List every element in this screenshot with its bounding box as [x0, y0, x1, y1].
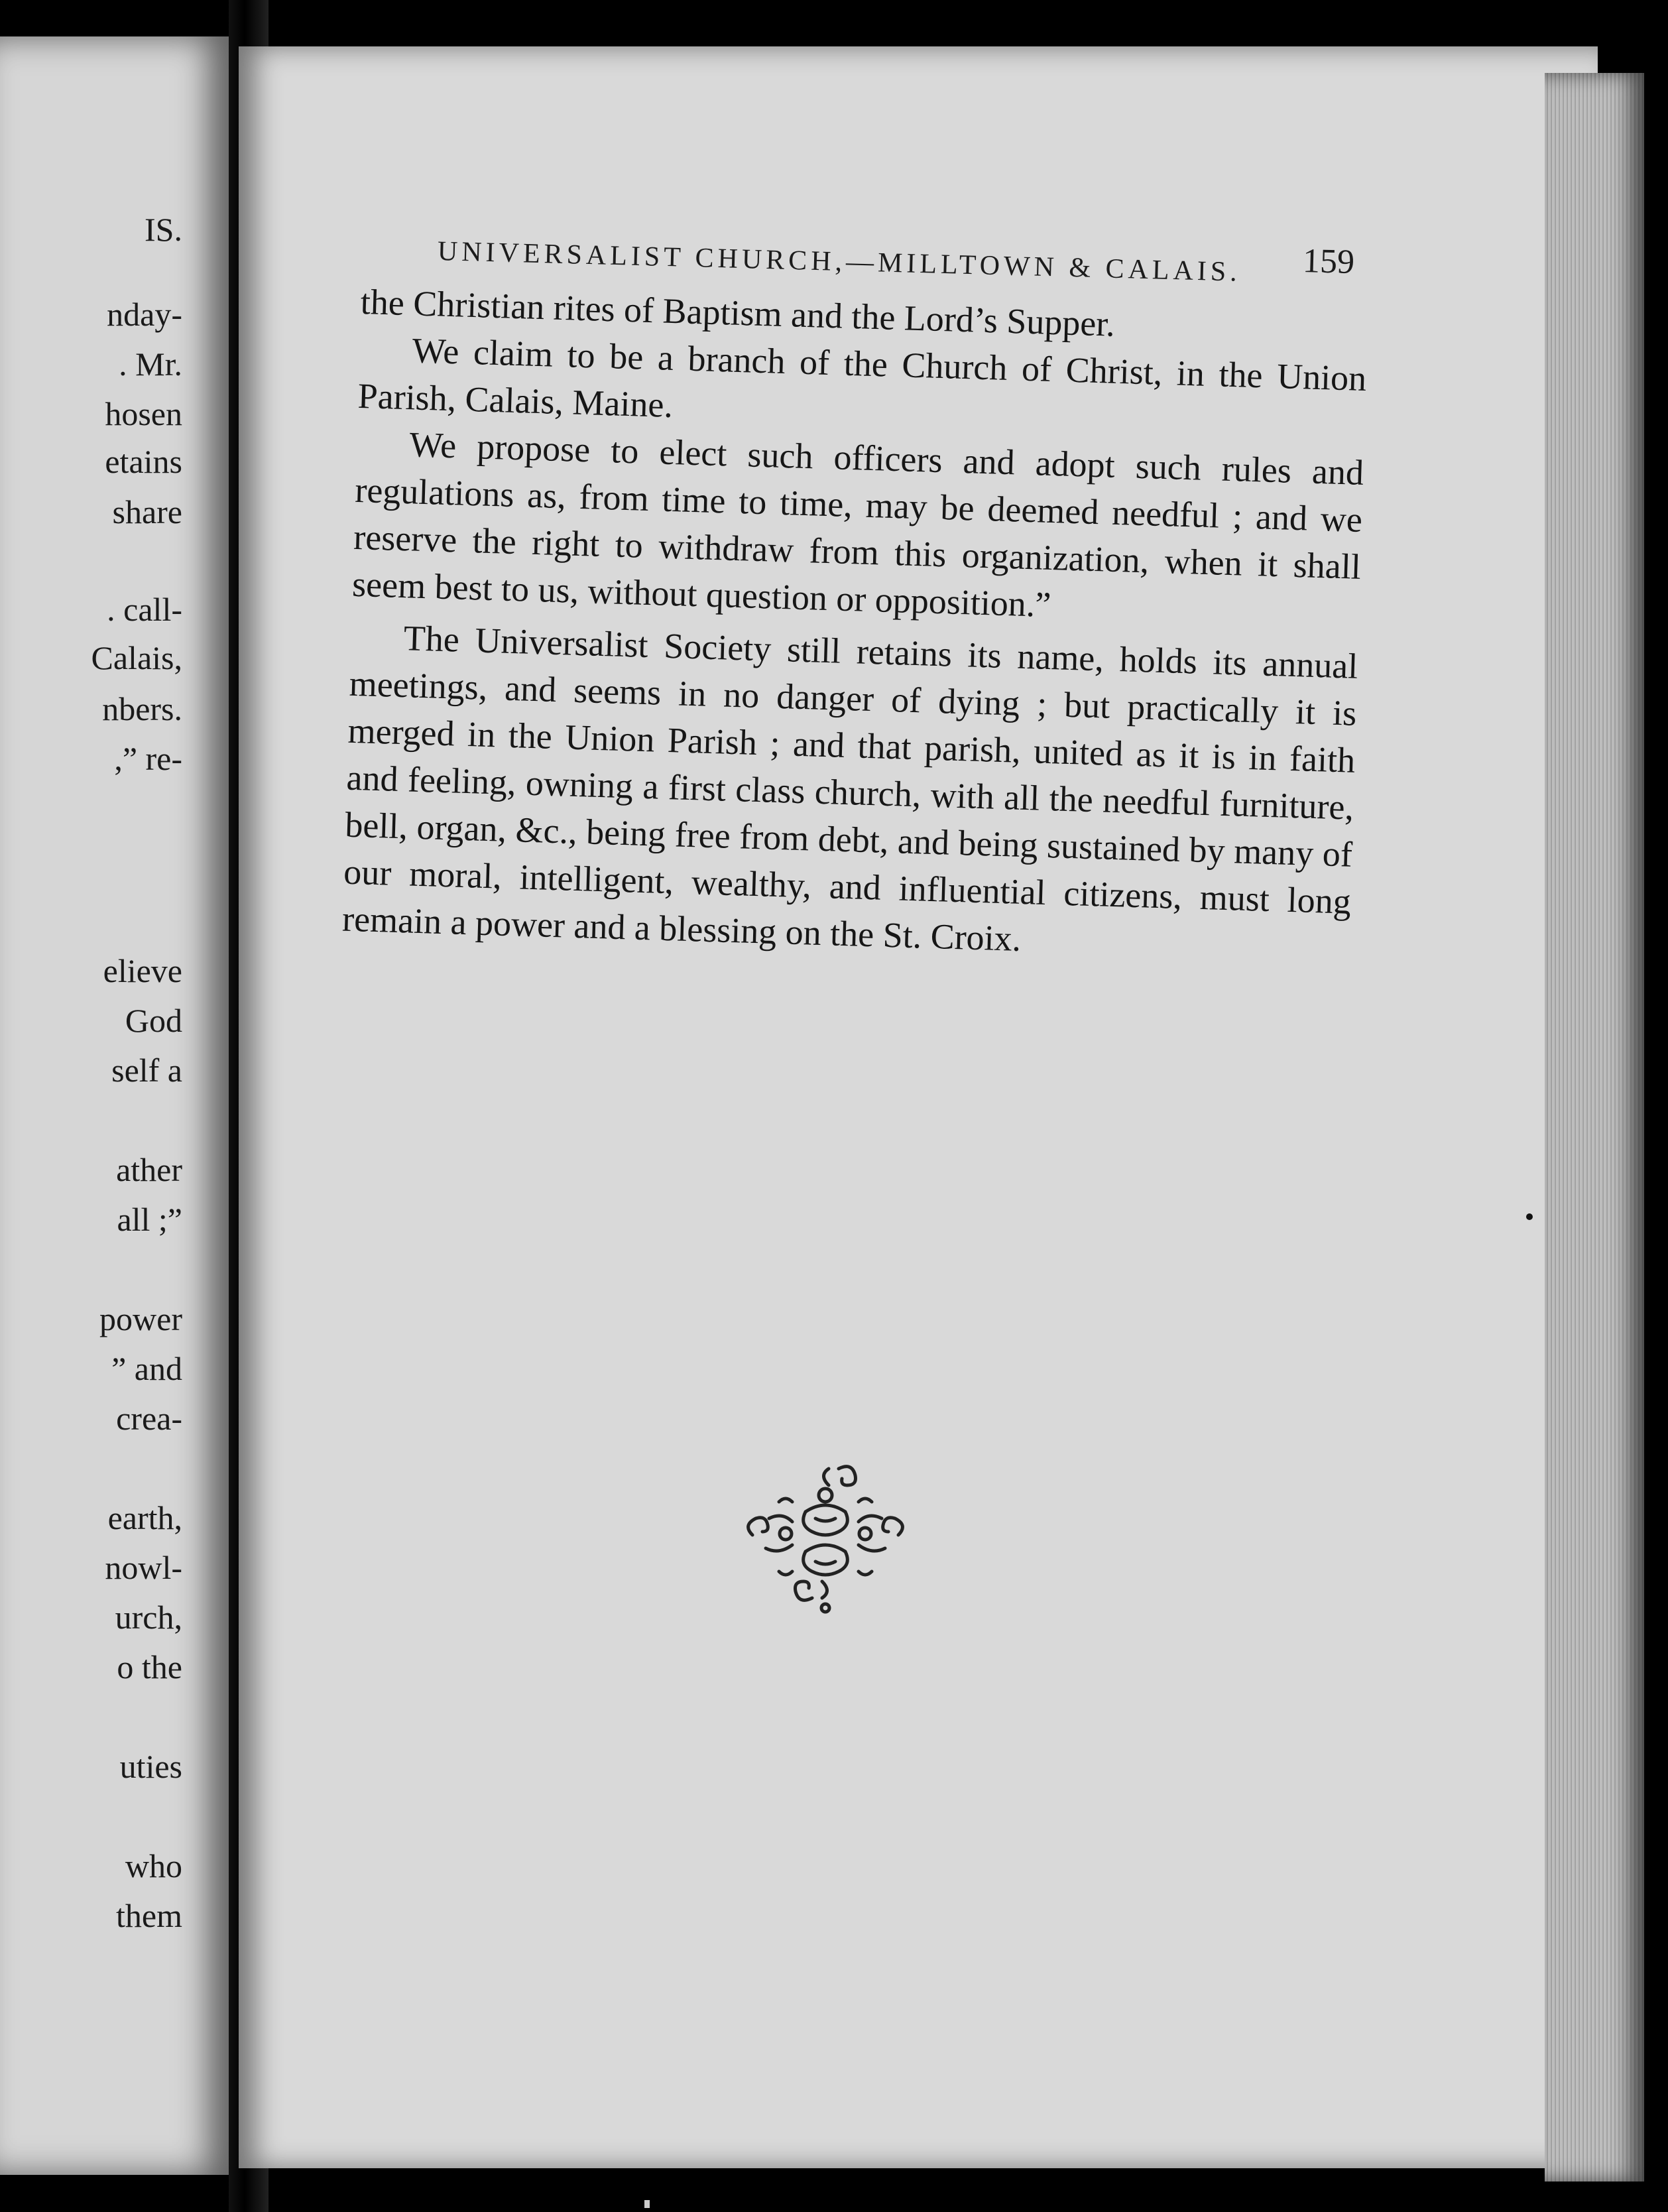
left-page-line: who [125, 1847, 182, 1884]
left-page-line: hosen [105, 395, 182, 432]
paragraph-2: We claim to be a branch of the Church of Christ, in the Union Parish, Calais, Maine. [357, 330, 1368, 426]
left-page-line: self a [111, 1052, 182, 1089]
left-page-line: God [125, 1002, 182, 1039]
left-page-line: share [112, 493, 182, 530]
left-page-line: IS. [145, 211, 182, 248]
left-page-line: earth, [107, 1499, 182, 1536]
bottom-mark [644, 2200, 650, 2208]
left-page-line: elieve [103, 952, 182, 989]
paragraph-3: We propose to elect such officers and adopt such rules and regulations as, from time to time, may be deemed needful ; and we reserve the right to withdraw from this organization, when it shall seem best to us, without question or opposition.” [351, 424, 1364, 625]
left-page-line: o the [117, 1648, 182, 1686]
left-page-line: urch, [115, 1599, 182, 1636]
left-page-line: . call- [107, 591, 182, 628]
left-page-line: . Mr. [119, 345, 182, 383]
left-page-line: nday- [107, 296, 182, 333]
left-page-line: ather [116, 1151, 182, 1188]
left-page-line: ,” re- [114, 740, 182, 777]
spine-mark [1526, 1213, 1533, 1220]
left-page-line: ” and [111, 1350, 182, 1387]
paragraph-4: The Universalist Society still retains its name, holds its annual meetings, and seems in no danger of dying ; but practically it is merged in the Union Parish ; and that parish, united as it is in faith and feeling, owning a first class church, with all the needful furniture, bell, organ, &c., being free from debt, and being sustained by many of our moral, intelligent, wealthy, and influential citizens, must long remain a power and a blessing on the St. Croix. [341, 618, 1359, 959]
page-edges [1545, 73, 1644, 2181]
left-page-line: all ;” [117, 1201, 182, 1238]
left-page-line: crea- [116, 1400, 182, 1437]
left-page-line: power [99, 1300, 182, 1337]
left-page-line: uties [119, 1748, 182, 1785]
left-page-line: etains [105, 443, 182, 480]
left-page-line: nbers. [102, 690, 182, 727]
left-facing-page [0, 36, 229, 2175]
left-page-line: nowl- [105, 1549, 182, 1586]
page-number: 159 [1302, 241, 1355, 282]
running-head: UNIVERSALIST CHURCH,—MILLTOWN & CALAIS. [437, 236, 1242, 288]
left-page-line: Calais, [91, 639, 182, 676]
paragraph-1: the Christian rites of Baptism and the Lord’s Supper. [360, 281, 1116, 344]
fleuron-ornament-icon [739, 1455, 912, 1615]
left-page-line: them [116, 1897, 182, 1934]
body-text [341, 278, 1368, 973]
